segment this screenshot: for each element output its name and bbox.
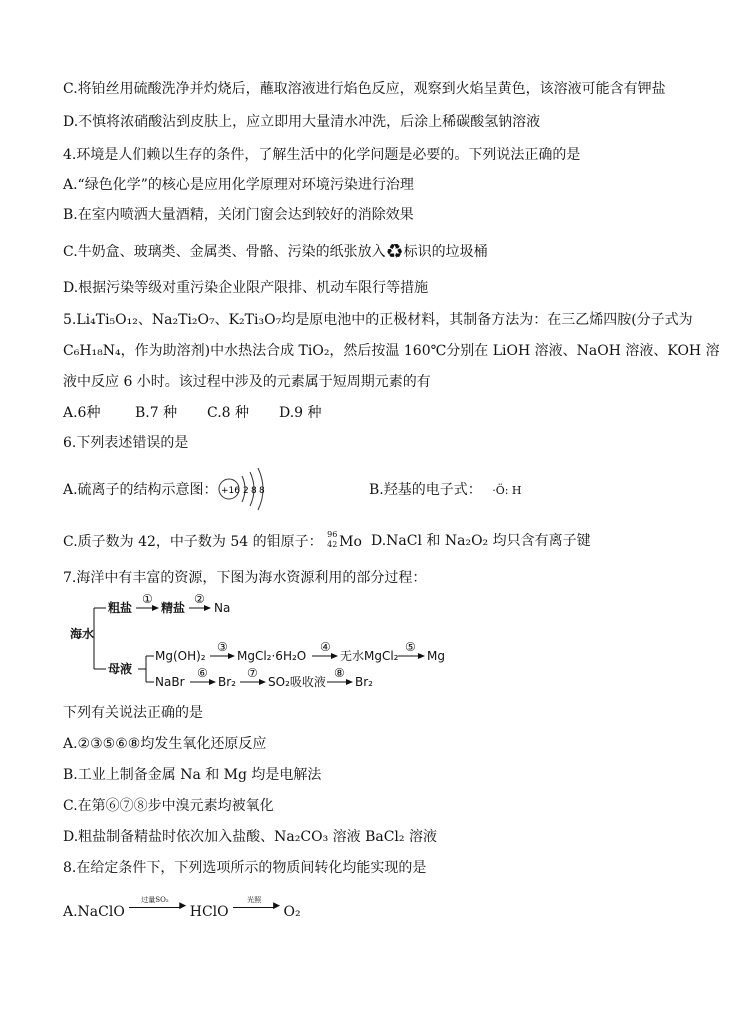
question-4-option-b: B.在室内喷洒大量酒精，关闭门窗会达到较好的消除效果 (63, 207, 414, 223)
refined-salt: 精盐 (161, 601, 186, 615)
q8a-mid: HClO (189, 904, 229, 920)
question-7: 7.海洋中有丰富的资源，下图为海水资源利用的部分过程： (63, 570, 427, 586)
q8a-start: A.NaClO (63, 904, 125, 920)
question-7-stem: 下列有关说法正确的是 (63, 705, 203, 721)
step-3: ③ (217, 640, 228, 654)
question-6-option-c (63, 532, 362, 551)
step-7: ⑦ (247, 666, 258, 680)
q5-option-b: B.7 种 (135, 405, 178, 421)
anhydrous-magnesium-chloride: 无水MgCl₂ (340, 649, 399, 663)
question-8-option-a (63, 896, 301, 921)
q8a-end: O₂ (283, 904, 301, 920)
question-4-option-a: A.“绿色化学”的核心是应用化学原理对环境污染进行治理 (63, 177, 414, 193)
q5-option-c: C.8 种 (207, 405, 250, 421)
nucleus-charge: +16 (221, 486, 240, 496)
bromine-2: Br₂ (355, 675, 373, 689)
q8a-condition-1: 过量SO₂ (141, 896, 169, 904)
question-6-option-d: D.NaCl 和 Na₂O₂ 均只含有离子键 (371, 533, 591, 549)
shell-3-electrons: 8 (259, 486, 265, 496)
step-5: ⑤ (405, 640, 416, 654)
step-8: ⑧ (334, 666, 345, 680)
q5-option-d: D.9 种 (279, 405, 322, 421)
q8a-condition-2: 光照 (247, 896, 262, 904)
q6b-text: B.羟基的电子式： (369, 482, 482, 498)
seawater-label: 海水 (70, 627, 95, 641)
q5-option-a: A.6种 (63, 405, 101, 421)
question-6: 6.下列表述错误的是 (63, 435, 189, 451)
question-6-option-a (63, 481, 218, 499)
mo-nuclide-numbers (327, 532, 339, 550)
seawater-process-diagram (62, 590, 452, 700)
q4c-text-post: 标识的垃圾桶 (403, 244, 488, 260)
magnesium: Mg (427, 649, 445, 663)
q8a-arrow-2: 光照 ▶ (233, 900, 279, 914)
sodium: Na (214, 601, 231, 615)
question-8: 8.在给定条件下，下列选项所示的物质间转化均能实现的是 (63, 860, 427, 876)
recycle-icon: ♻ (385, 239, 404, 263)
question-4-option-d: D.根据污染等级对重污染企业限产限排、机动车限行等措施 (63, 280, 429, 296)
sulfide-ion-structure-diagram (216, 464, 278, 514)
hydroxyl-electron-formula: ·Ö: H (492, 484, 522, 497)
question-7-option-d: D.粗盐制备精盐时依次加入盐酸、Na₂CO₃ 溶液 BaCl₂ 溶液 (63, 829, 437, 845)
option-c-line: C.将铂丝用硫酸洗净并灼烧后，蘸取溶液进行焰色反应，观察到火焰呈黄色，该溶液可能含有钾盐 (63, 81, 666, 97)
question-5-line-1: 5.Li₄Ti₅O₁₂、Na₂Ti₂O₇、K₂Ti₃O₇均是原电池中的正极材料，其制备方法为：在三乙烯四胺(分子式为 (63, 312, 693, 328)
q8a-arrow-1: 过量SO₂ ▶ (129, 900, 185, 914)
question-5-options (63, 404, 322, 422)
bromine-1: Br₂ (218, 675, 236, 689)
step-6: ⑥ (197, 666, 208, 680)
question-5-line-3: 液中反应 6 小时。该过程中涉及的元素属于短周期元素的有 (63, 374, 431, 390)
so2-absorption-liquid: SO₂吸收液 (268, 675, 326, 689)
q6c-text: C.质子数为 42，中子数为 54 的钼原子： (63, 534, 323, 550)
question-6-option-b (369, 481, 522, 500)
shell-2-electrons: 8 (251, 486, 257, 496)
option-d-line: D.不慎将浓硝酸沾到皮肤上，应立即用大量清水冲洗，后涂上稀碳酸氢钠溶液 (63, 114, 541, 130)
mother-liquor: 母液 (108, 662, 133, 676)
q6a-text: A.硫离子的结构示意图： (63, 482, 218, 498)
magnesium-hydroxide: Mg(OH)₂ (155, 649, 206, 663)
atomic-number: 42 (327, 540, 338, 549)
q4c-text-pre: C.牛奶盒、玻璃类、金属类、骨骼、污染的纸张放入 (63, 244, 386, 260)
step-4: ④ (320, 640, 331, 654)
question-7-option-b: B.工业上制备金属 Na 和 Mg 均是电解法 (63, 767, 322, 783)
question-7-option-a: A.②③⑤⑥⑧均发生氧化还原反应 (63, 736, 267, 752)
crude-salt: 粗盐 (108, 601, 133, 615)
question-5-line-2: C₆H₁₈N₄，作为助溶剂)中水热法合成 TiO₂，然后按温 160℃分别在 LiOH 溶液、NaOH 溶液、KOH 溶 (63, 343, 720, 359)
question-4-option-c (63, 239, 488, 263)
magnesium-chloride-hexahydrate: MgCl₂·6H₂O (237, 649, 307, 663)
element-symbol: Mo (339, 534, 362, 550)
shell-1-electrons: 2 (243, 486, 249, 496)
sodium-bromide: NaBr (155, 675, 185, 689)
question-4: 4.环境是人们赖以生存的条件，了解生活中的化学问题是必要的。下列说法正确的是 (63, 147, 581, 163)
step-1: ① (142, 592, 153, 606)
step-2: ② (194, 592, 205, 606)
mass-number: 96 (327, 530, 338, 539)
question-7-option-c: C.在第⑥⑦⑧步中溴元素均被氧化 (63, 798, 274, 814)
